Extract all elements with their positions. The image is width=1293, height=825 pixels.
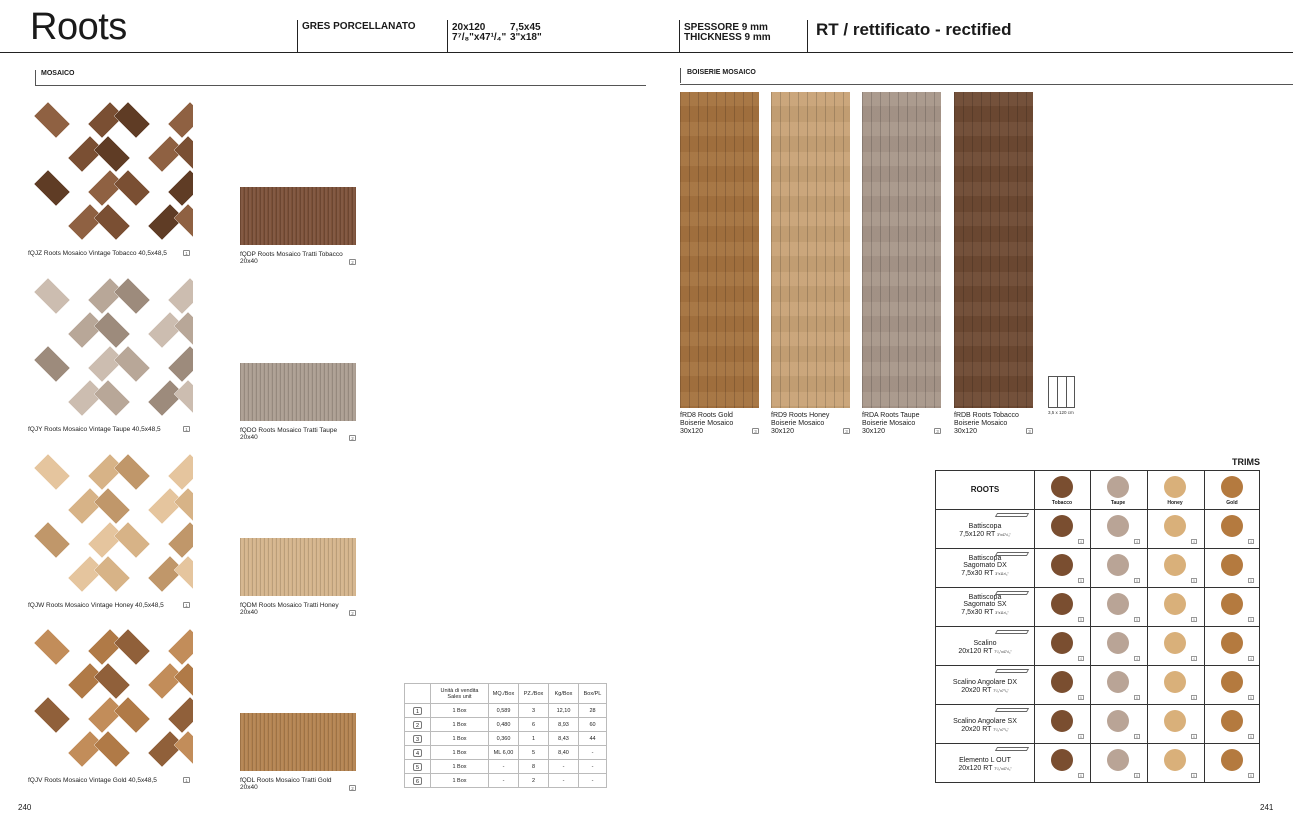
- rectified-label: RT / rettificato - rectified: [816, 20, 1012, 39]
- trim-size-metric: 20x20 RT: [961, 686, 994, 694]
- packaging-code-icon: 5: [1078, 617, 1084, 622]
- mosaic-plank: [34, 346, 70, 382]
- trim-size: [936, 531, 1034, 540]
- table-cell: 5: [519, 746, 549, 760]
- trim-profile-icon: [995, 747, 1029, 751]
- trims-title: TRIMS: [1232, 457, 1260, 467]
- trim-color-swatch: [1051, 632, 1073, 654]
- mosaic-caption: [28, 250, 193, 258]
- mosaic-plank: [168, 454, 193, 490]
- mosaic-plank: [168, 170, 193, 206]
- trim-name: [936, 757, 1034, 773]
- brand-title: Roots: [30, 6, 127, 48]
- packaging-code-icon: 4: [413, 749, 422, 757]
- trim-size-metric: 20x120 RT: [958, 647, 995, 655]
- table-row: [405, 718, 607, 732]
- packaging-code-icon: 6: [1248, 734, 1254, 739]
- packaging-code-icon: 2: [349, 610, 356, 616]
- trim-color-swatch: [1164, 593, 1186, 615]
- size1-metric: 20x120: [452, 22, 486, 33]
- packaging-code-icon: 6: [1134, 734, 1140, 739]
- packaging-code-icon: 6: [1078, 773, 1084, 778]
- table-row: [405, 774, 607, 788]
- packaging-code-icon: 5: [1248, 578, 1254, 583]
- mosaic-image: [28, 268, 193, 425]
- boiserie-panel-image: [771, 92, 850, 408]
- trim-color-swatch: [1107, 710, 1129, 732]
- trim-color-swatch: [1051, 554, 1073, 576]
- tratti-size: 20x40: [240, 784, 258, 791]
- color-swatch: [1221, 476, 1243, 498]
- trim-size: [936, 687, 1034, 696]
- packaging-code-icon: 4: [1248, 539, 1254, 544]
- trim-size: [936, 570, 1034, 579]
- trim-size: [936, 765, 1034, 774]
- trim-color-swatch: [1164, 710, 1186, 732]
- table-cell: 1: [519, 732, 549, 746]
- table-cell: 1 Box: [431, 774, 489, 788]
- trim-profile-icon: [995, 630, 1029, 634]
- boiserie-caption: 30x120: [771, 428, 794, 435]
- trim-color-swatch: [1164, 671, 1186, 693]
- mosaic-caption: [28, 777, 193, 785]
- mosaic-plank: [34, 522, 70, 558]
- trim-color-swatch: [1221, 671, 1243, 693]
- mosaic-plank: [94, 136, 130, 172]
- boiserie-caption: Boiserie Mosaico: [954, 420, 1008, 427]
- table-cell: 8: [519, 760, 549, 774]
- mosaic-plank: [114, 454, 150, 490]
- mosaic-plank: [94, 204, 130, 240]
- packaging-code-icon: 6: [1078, 734, 1084, 739]
- header-rule: [0, 52, 1293, 53]
- boiserie-caption: Boiserie Mosaico: [771, 420, 825, 427]
- table-cell: 0,589: [489, 704, 519, 718]
- tratti-caption: fQDP Roots Mosaico Tratti Tobacco: [240, 251, 343, 258]
- trim-size-metric: 20x20 RT: [961, 725, 994, 733]
- mosaic-plank: [114, 170, 150, 206]
- packaging-code-icon: 1: [183, 602, 190, 608]
- section-rule: [35, 85, 646, 86]
- packaging-code-icon: 5: [1191, 578, 1197, 583]
- packaging-code-icon: 6: [1191, 773, 1197, 778]
- packaging-code-icon: 4: [1134, 656, 1140, 661]
- packaging-code-icon: 6: [1078, 695, 1084, 700]
- tratti-caption: fQDL Roots Mosaico Tratti Gold: [240, 777, 332, 784]
- trim-name-line: Battiscopa: [968, 523, 1002, 530]
- table-cell: -: [579, 746, 607, 760]
- table-cell: [405, 746, 431, 760]
- packaging-code-icon: 6: [1248, 695, 1254, 700]
- tratti-tile-image: [240, 363, 356, 421]
- boiserie-caption: fRDA Roots Taupe: [862, 412, 920, 419]
- trim-size-inch: 3"x11³/₄": [995, 610, 1009, 615]
- table-cell: -: [489, 760, 519, 774]
- mosaic-plank: [34, 697, 70, 733]
- trim-color-swatch: [1051, 710, 1073, 732]
- table-header: PZ./Box: [519, 684, 549, 704]
- section-title-boiserie: BOISERIE MOSAICO: [687, 69, 756, 76]
- packaging-code-icon: 6: [413, 777, 422, 785]
- trim-color-swatch: [1164, 749, 1186, 771]
- tratti-caption: fQDO Roots Mosaico Tratti Taupe: [240, 427, 338, 434]
- trim-profile-icon: [995, 513, 1029, 517]
- table-header: [431, 684, 489, 704]
- boiserie-caption: 30x120: [954, 428, 977, 435]
- trim-name: [936, 679, 1034, 695]
- boiserie-profile-note: 3,5 x 120 cm: [1048, 410, 1074, 415]
- table-header: [405, 684, 431, 704]
- table-cell: 1 Box: [431, 732, 489, 746]
- trim-color-swatch: [1051, 515, 1073, 537]
- packaging-code-icon: 4: [1191, 656, 1197, 661]
- table-row: [405, 732, 607, 746]
- mosaic-plank: [34, 454, 70, 490]
- mosaic-plank: [34, 278, 70, 314]
- table-cell: [405, 760, 431, 774]
- mosaic-plank: [168, 102, 193, 138]
- trim-color-swatch: [1221, 593, 1243, 615]
- tratti-tile-image: [240, 187, 356, 245]
- boiserie-caption: Boiserie Mosaico: [680, 420, 734, 427]
- boiserie-caption: 30x120: [862, 428, 885, 435]
- packaging-code-icon: 5: [1191, 617, 1197, 622]
- packaging-code-icon: 1: [413, 707, 422, 715]
- table-cell: -: [489, 774, 519, 788]
- packaging-code-icon: 5: [1134, 578, 1140, 583]
- mosaic-caption: [28, 426, 193, 434]
- packaging-code-icon: 3: [752, 428, 759, 434]
- color-column-label: Tobacco: [1051, 500, 1073, 506]
- table-cell: 6: [519, 718, 549, 732]
- table-cell: 1 Box: [431, 704, 489, 718]
- mosaic-image: [28, 92, 193, 249]
- mosaic-plank: [94, 380, 130, 416]
- trim-color-swatch: [1107, 554, 1129, 576]
- packaging-code-icon: 5: [1078, 578, 1084, 583]
- color-column-label: Gold: [1226, 500, 1238, 506]
- tratti-size: 20x40: [240, 434, 258, 441]
- table-cell: 1 Box: [431, 718, 489, 732]
- table-cell: 0,480: [489, 718, 519, 732]
- packaging-code-icon: 4: [1191, 539, 1197, 544]
- trim-color-swatch: [1051, 593, 1073, 615]
- trims-table: [935, 470, 1260, 783]
- mosaic-plank: [114, 629, 150, 665]
- mosaic-plank: [114, 346, 150, 382]
- boiserie-profile-drawing: [1048, 376, 1075, 408]
- boiserie-panel-image: [954, 92, 1033, 408]
- tratti-tile-image: [240, 538, 356, 596]
- trim-name-line: Elemento L OUT: [959, 757, 1011, 764]
- mosaic-plank: [114, 522, 150, 558]
- size2-metric: 7,5x45: [510, 22, 541, 33]
- table-header: MQ./Box: [489, 684, 519, 704]
- tratti-size: 20x40: [240, 609, 258, 616]
- trim-color-swatch: [1221, 515, 1243, 537]
- color-column-label: Taupe: [1110, 500, 1126, 506]
- mosaic-plank: [114, 278, 150, 314]
- tratti-caption: fQDM Roots Mosaico Tratti Honey: [240, 602, 339, 609]
- packaging-code-icon: 6: [1134, 695, 1140, 700]
- table-cell: 2: [519, 774, 549, 788]
- trim-name-line: Battiscopa: [968, 554, 1002, 562]
- trim-size: [936, 726, 1034, 735]
- packaging-code-icon: 4: [1078, 539, 1084, 544]
- section-tick: [35, 70, 36, 85]
- trim-color-swatch: [1221, 632, 1243, 654]
- header-divider: [447, 20, 448, 53]
- mosaic-plank: [34, 629, 70, 665]
- boiserie-caption: Boiserie Mosaico: [862, 420, 916, 427]
- grid-line: [936, 509, 1259, 510]
- page-number-left: 240: [18, 803, 32, 812]
- table-cell: [405, 732, 431, 746]
- grid-line: [936, 587, 1259, 588]
- color-swatch: [1051, 476, 1073, 498]
- trim-size-inch: 3"x11³/₄": [995, 571, 1009, 576]
- trim-name-line: Scalino Angolare SX: [953, 718, 1017, 725]
- table-cell: 0,360: [489, 732, 519, 746]
- tratti-tile-image: [240, 713, 356, 771]
- header-divider: [807, 20, 808, 53]
- trim-name-line: Scalino: [973, 640, 997, 647]
- trim-color-swatch: [1164, 632, 1186, 654]
- mosaic-plank: [94, 663, 130, 699]
- packaging-code-icon: 4: [1078, 656, 1084, 661]
- trim-size-inch: 7⁷/₈"x7⁷/₈": [993, 688, 1009, 693]
- trim-color-swatch: [1221, 749, 1243, 771]
- packaging-code-icon: 2: [349, 435, 356, 441]
- table-row: [405, 746, 607, 760]
- mosaic-plank: [94, 556, 130, 592]
- table-cell: 8,40: [549, 746, 579, 760]
- packaging-code-icon: 3: [934, 428, 941, 434]
- packaging-code-icon: 6: [1191, 734, 1197, 739]
- table-cell: -: [579, 774, 607, 788]
- table-header-row: [405, 684, 607, 704]
- sales-table: [404, 683, 607, 788]
- mosaic-caption-text: fQJW Roots Mosaico Vintage Honey 40,5x48,5: [28, 602, 164, 609]
- material-label: GRES PORCELLANATO: [302, 21, 416, 32]
- size1-imperial: 7⁷/₈"x47¹/₄": [452, 32, 507, 43]
- trim-size-inch: 7⁷/₈"x47¹/₄": [994, 766, 1012, 771]
- mosaic-plank: [168, 278, 193, 314]
- mosaic-caption-text: fQJV Roots Mosaico Vintage Gold 40,5x48,5: [28, 777, 157, 784]
- mosaic-caption: [28, 602, 193, 610]
- packaging-code-icon: 2: [413, 721, 422, 729]
- table-header: Box/PL: [579, 684, 607, 704]
- trim-size-metric: 7,5x120 RT: [959, 530, 998, 538]
- packaging-code-icon: 3: [843, 428, 850, 434]
- packaging-code-icon: 6: [1191, 695, 1197, 700]
- packaging-code-icon: 1: [183, 777, 190, 783]
- mosaic-plank: [114, 697, 150, 733]
- table-header: Kg/Box: [549, 684, 579, 704]
- trim-size-metric: 20x120 RT: [958, 764, 995, 772]
- trim-color-swatch: [1107, 632, 1129, 654]
- mosaic-image: [28, 444, 193, 601]
- trim-color-swatch: [1221, 710, 1243, 732]
- header-sales-unit-en: Sales unit: [447, 693, 472, 700]
- color-swatch: [1164, 476, 1186, 498]
- table-cell: 60: [579, 718, 607, 732]
- header-sales-unit-it: Unità di vendita: [440, 687, 479, 694]
- tratti-size: 20x40: [240, 258, 258, 265]
- trim-name: [936, 555, 1034, 579]
- packaging-code-icon: 5: [1248, 617, 1254, 622]
- mosaic-caption-text: fQJZ Roots Mosaico Vintage Tobacco 40,5x48,5: [28, 250, 167, 257]
- trim-size-metric: 7,5x30 RT: [961, 608, 996, 616]
- table-cell: 44: [579, 732, 607, 746]
- table-cell: 8,93: [549, 718, 579, 732]
- table-cell: 1 Box: [431, 760, 489, 774]
- trim-profile-icon: [995, 669, 1029, 673]
- packaging-code-icon: 4: [1248, 656, 1254, 661]
- color-swatch: [1107, 476, 1129, 498]
- thickness-it: SPESSORE 9 mm: [684, 22, 768, 33]
- trim-size: [936, 609, 1034, 618]
- trim-name: [936, 718, 1034, 734]
- mosaic-plank: [34, 170, 70, 206]
- trim-color-swatch: [1107, 593, 1129, 615]
- table-cell: [405, 718, 431, 732]
- mosaic-plank: [94, 312, 130, 348]
- packaging-code-icon: 1: [183, 426, 190, 432]
- boiserie-caption: 30x120: [680, 428, 703, 435]
- table-cell: 28: [579, 704, 607, 718]
- packaging-code-icon: 4: [1134, 539, 1140, 544]
- mosaic-plank: [168, 697, 193, 733]
- section-title-mosaico: MOSAICO: [41, 70, 75, 77]
- table-cell: 8,43: [549, 732, 579, 746]
- boiserie-caption: fRD9 Roots Honey: [771, 412, 830, 419]
- packaging-code-icon: 6: [1134, 773, 1140, 778]
- trim-size-inch: 7⁷/₈"x47¹/₄": [994, 649, 1012, 654]
- trim-size-inch: 3"x47¹/₄": [997, 532, 1011, 537]
- boiserie-panel-image: [862, 92, 941, 408]
- table-cell: -: [549, 774, 579, 788]
- section-rule: [680, 84, 1293, 85]
- trim-name-line: Scalino Angolare DX: [952, 679, 1018, 686]
- trim-color-swatch: [1107, 749, 1129, 771]
- mosaic-caption-text: fQJY Roots Mosaico Vintage Taupe 40,5x48,5: [28, 426, 161, 433]
- mosaic-plank: [168, 346, 193, 382]
- packaging-code-icon: 1: [183, 250, 190, 256]
- mosaic-plank: [114, 102, 150, 138]
- header-divider: [679, 20, 680, 53]
- table-row: [405, 704, 607, 718]
- trim-color-swatch: [1164, 554, 1186, 576]
- grid-line: [936, 704, 1259, 705]
- packaging-code-icon: 2: [349, 785, 356, 791]
- mosaic-plank: [168, 629, 193, 665]
- grid-line: [936, 665, 1259, 666]
- table-cell: [405, 774, 431, 788]
- trim-name: [936, 640, 1034, 656]
- trim-size-inch: 7⁷/₈"x7⁷/₈": [993, 727, 1009, 732]
- table-cell: 12,10: [549, 704, 579, 718]
- mosaic-plank: [34, 102, 70, 138]
- packaging-code-icon: 5: [413, 763, 422, 771]
- mosaic-plank: [94, 731, 130, 767]
- thickness-en: THICKNESS 9 mm: [684, 32, 771, 43]
- grid-line: [936, 548, 1259, 549]
- header-divider: [297, 20, 298, 53]
- section-tick: [680, 68, 681, 83]
- table-cell: 1 Box: [431, 746, 489, 760]
- table-row: [405, 760, 607, 774]
- trim-size-metric: 7,5x30 RT: [961, 569, 996, 577]
- mosaic-image: [28, 619, 193, 776]
- trim-size: [936, 648, 1034, 657]
- page-number-right: 241: [1260, 803, 1274, 812]
- packaging-code-icon: 6: [1248, 773, 1254, 778]
- trim-color-swatch: [1051, 749, 1073, 771]
- packaging-code-icon: 5: [1134, 617, 1140, 622]
- trim-color-swatch: [1107, 671, 1129, 693]
- trim-color-swatch: [1051, 671, 1073, 693]
- packaging-code-icon: 3: [1026, 428, 1033, 434]
- size2-imperial: 3"x18": [510, 32, 542, 43]
- table-cell: -: [579, 760, 607, 774]
- trim-name-line: Sagomato SX: [963, 601, 1007, 608]
- boiserie-caption: fRDB Roots Tobacco: [954, 412, 1019, 419]
- packaging-code-icon: 3: [413, 735, 422, 743]
- trim-name-line: Sagomato DX: [963, 562, 1007, 569]
- color-column-label: Honey: [1167, 500, 1183, 506]
- trim-name: [936, 523, 1034, 539]
- packaging-code-icon: 2: [349, 259, 356, 265]
- boiserie-panel-image: [680, 92, 759, 408]
- trims-corner-label: ROOTS: [970, 485, 1000, 494]
- grid-line: [936, 626, 1259, 627]
- trim-profile-icon: [995, 591, 1029, 595]
- trim-color-swatch: [1221, 554, 1243, 576]
- table-cell: [405, 704, 431, 718]
- trim-color-swatch: [1107, 515, 1129, 537]
- boiserie-caption: fRD8 Roots Gold: [680, 412, 733, 419]
- trim-color-swatch: [1164, 515, 1186, 537]
- table-cell: ML 6,00: [489, 746, 519, 760]
- mosaic-plank: [94, 488, 130, 524]
- grid-line: [936, 743, 1259, 744]
- trim-name: [936, 594, 1034, 618]
- trim-name-line: Battiscopa: [968, 593, 1002, 601]
- table-cell: -: [549, 760, 579, 774]
- mosaic-plank: [168, 522, 193, 558]
- table-cell: 3: [519, 704, 549, 718]
- trim-profile-icon: [995, 552, 1029, 556]
- trim-profile-icon: [995, 708, 1029, 712]
